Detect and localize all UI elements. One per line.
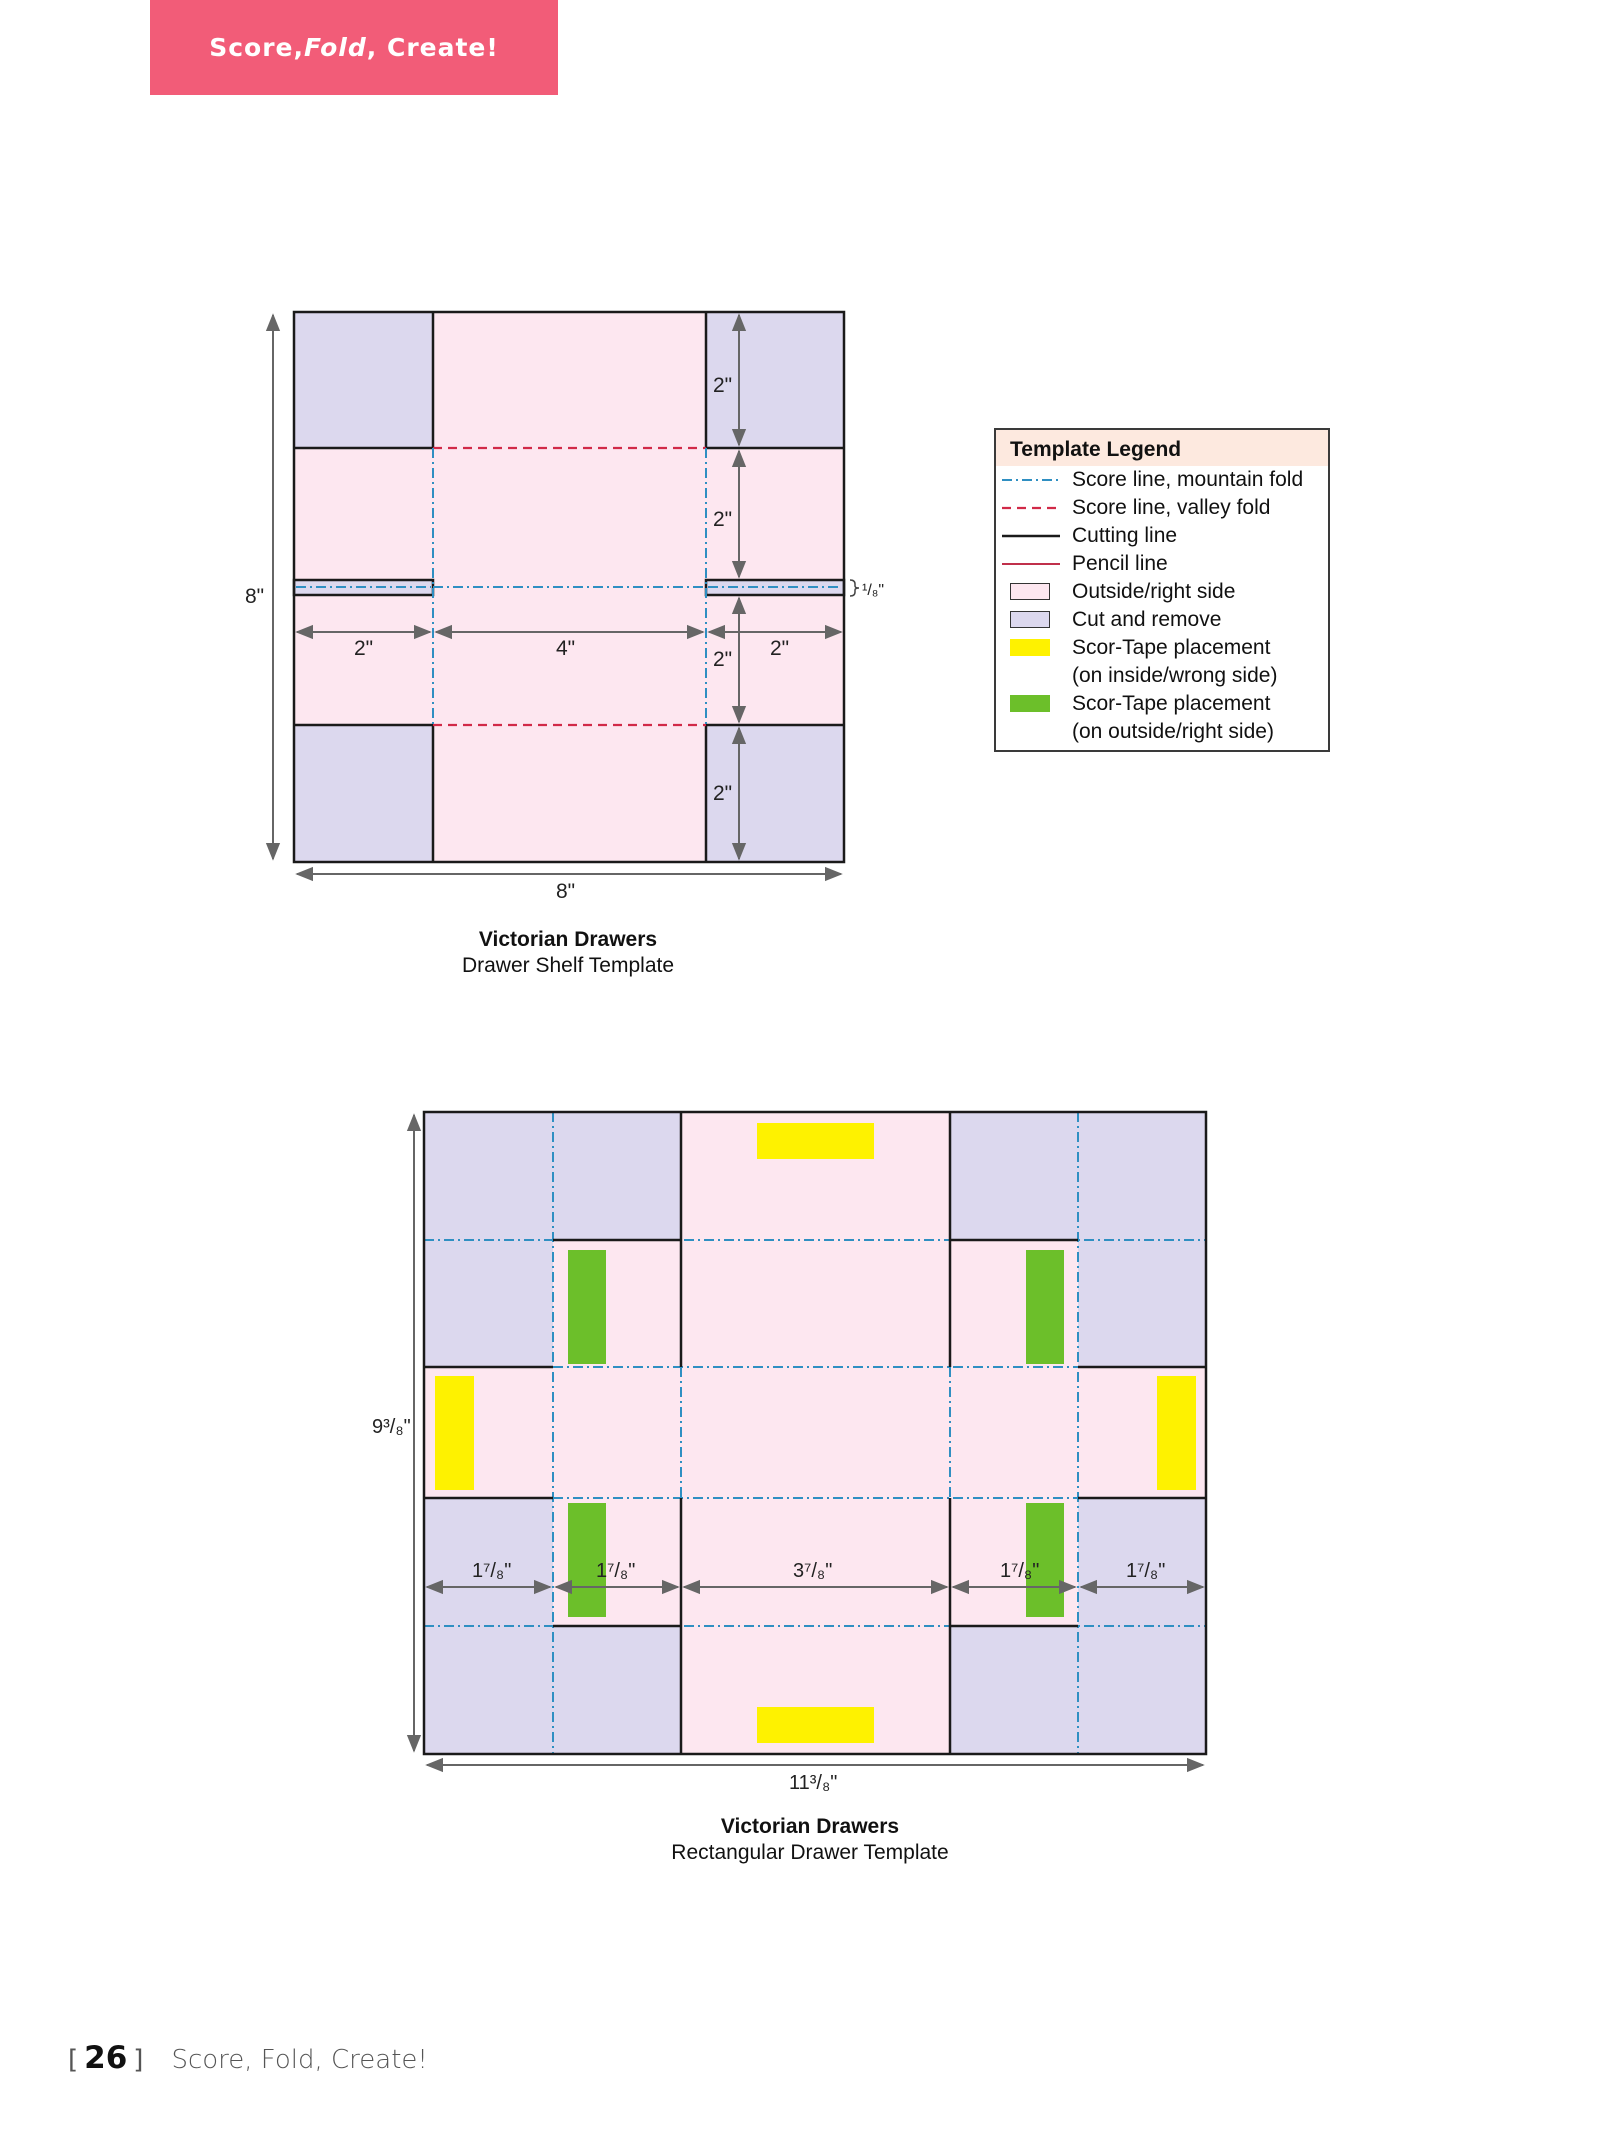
d2-caption: [560, 1815, 1060, 1865]
legend-label: Scor-Tape placement: [1072, 636, 1271, 659]
legend-label: Score line, mountain fold: [1072, 468, 1304, 491]
d1-flap-label-3: 2": [713, 648, 733, 671]
footer-title: Score, Fold, Create!: [171, 2045, 428, 2075]
header-tab-text-1: Score,: [209, 33, 304, 62]
d1-flap-label-4: 2": [713, 782, 733, 805]
d1-width-label: 8": [556, 880, 576, 903]
d2-dim-label-3: 3⁷/₈": [793, 1560, 833, 1582]
legend-label: Scor-Tape placement: [1072, 692, 1271, 715]
legend-label-block: [1072, 634, 1277, 690]
drawer-shelf-template: [245, 312, 884, 903]
d2-dim-label-5: 1⁷/₈": [1126, 1560, 1166, 1582]
legend-label: Pencil line: [1072, 552, 1168, 575]
d2-tape-yellow-top: [757, 1123, 874, 1159]
footer-close-bracket: ]: [133, 2045, 144, 2075]
d1-gap-brace: [850, 580, 859, 596]
legend-label-block: [1072, 690, 1274, 746]
legend-label: Outside/right side: [1072, 580, 1236, 603]
d2-tape-green-1: [568, 1250, 606, 1364]
d2-dim-label-4: 1⁷/₈": [1000, 1560, 1040, 1582]
legend-item-tape-inside: [996, 634, 1328, 690]
valley-fold-line-icon: [1002, 500, 1060, 516]
page-number: 26: [84, 2040, 128, 2076]
outside-swatch-icon: [1010, 583, 1050, 600]
legend-label-sub: (on outside/right side): [1072, 720, 1274, 743]
legend-item-tape-outside: [996, 690, 1328, 746]
d1-left-label: 2": [354, 637, 374, 660]
d1-caption: [318, 928, 818, 978]
d2-cut-tl-b: [424, 1240, 553, 1367]
header-tab-text-2: Fold: [304, 33, 367, 62]
d1-cut-corner-tl: [294, 312, 433, 448]
legend-item-cutting-line: [996, 522, 1328, 550]
pencil-line-icon: [1002, 556, 1060, 572]
d2-dim-label-1: 1⁷/₈": [472, 1560, 512, 1582]
d2-cut-tr-b: [1078, 1240, 1206, 1367]
d2-caption-subtitle: Rectangular Drawer Template: [671, 1841, 949, 1864]
legend-title: Template Legend: [996, 430, 1328, 466]
d2-caption-title: Victorian Drawers: [720, 1815, 900, 1838]
legend-item-pencil-line: [996, 550, 1328, 578]
d2-height-label: 9³/₈": [372, 1416, 411, 1438]
legend-item-valley-fold: [996, 494, 1328, 522]
legend-item-cut-remove: [996, 606, 1328, 634]
d1-cut-corner-bl: [294, 725, 433, 862]
yellow-tape-swatch-icon: [1010, 639, 1050, 656]
d2-tape-green-2: [1026, 1250, 1064, 1364]
cutting-line-icon: [1002, 528, 1060, 544]
mountain-fold-line-icon: [1002, 472, 1060, 488]
header-tab-text-3: , Create!: [366, 33, 499, 62]
d2-tape-yellow-left: [435, 1376, 474, 1490]
d1-caption-subtitle: Drawer Shelf Template: [461, 954, 675, 977]
template-legend: [994, 428, 1330, 752]
d2-tape-yellow-right: [1157, 1376, 1196, 1490]
d2-width-label: 11³/₈": [789, 1772, 838, 1794]
green-tape-swatch-icon: [1010, 695, 1050, 712]
d2-dim-label-2: 1⁷/₈": [596, 1560, 636, 1582]
d1-height-label: 8": [245, 585, 265, 608]
legend-label: Cutting line: [1072, 524, 1178, 547]
legend-label: Cut and remove: [1072, 608, 1222, 631]
footer-open-bracket: [: [68, 2045, 79, 2075]
page-footer: [68, 2040, 428, 2090]
d1-caption-title: Victorian Drawers: [478, 928, 658, 951]
d1-center-label: 4": [556, 637, 576, 660]
cut-remove-swatch-icon: [1010, 611, 1050, 628]
legend-item-outside: [996, 578, 1328, 606]
d2-tape-yellow-bottom: [757, 1707, 874, 1743]
rectangular-drawer-template: [372, 1112, 1206, 1794]
legend-label-sub: (on inside/wrong side): [1072, 664, 1278, 687]
legend-item-mountain-fold: [996, 466, 1328, 494]
legend-label: Score line, valley fold: [1072, 496, 1271, 519]
d1-flap-label-1: 2": [713, 374, 733, 397]
d1-flap-label-2: 2": [713, 508, 733, 531]
d1-right-label: 2": [770, 637, 790, 660]
d1-gap-label: ¹/₈": [862, 582, 885, 599]
